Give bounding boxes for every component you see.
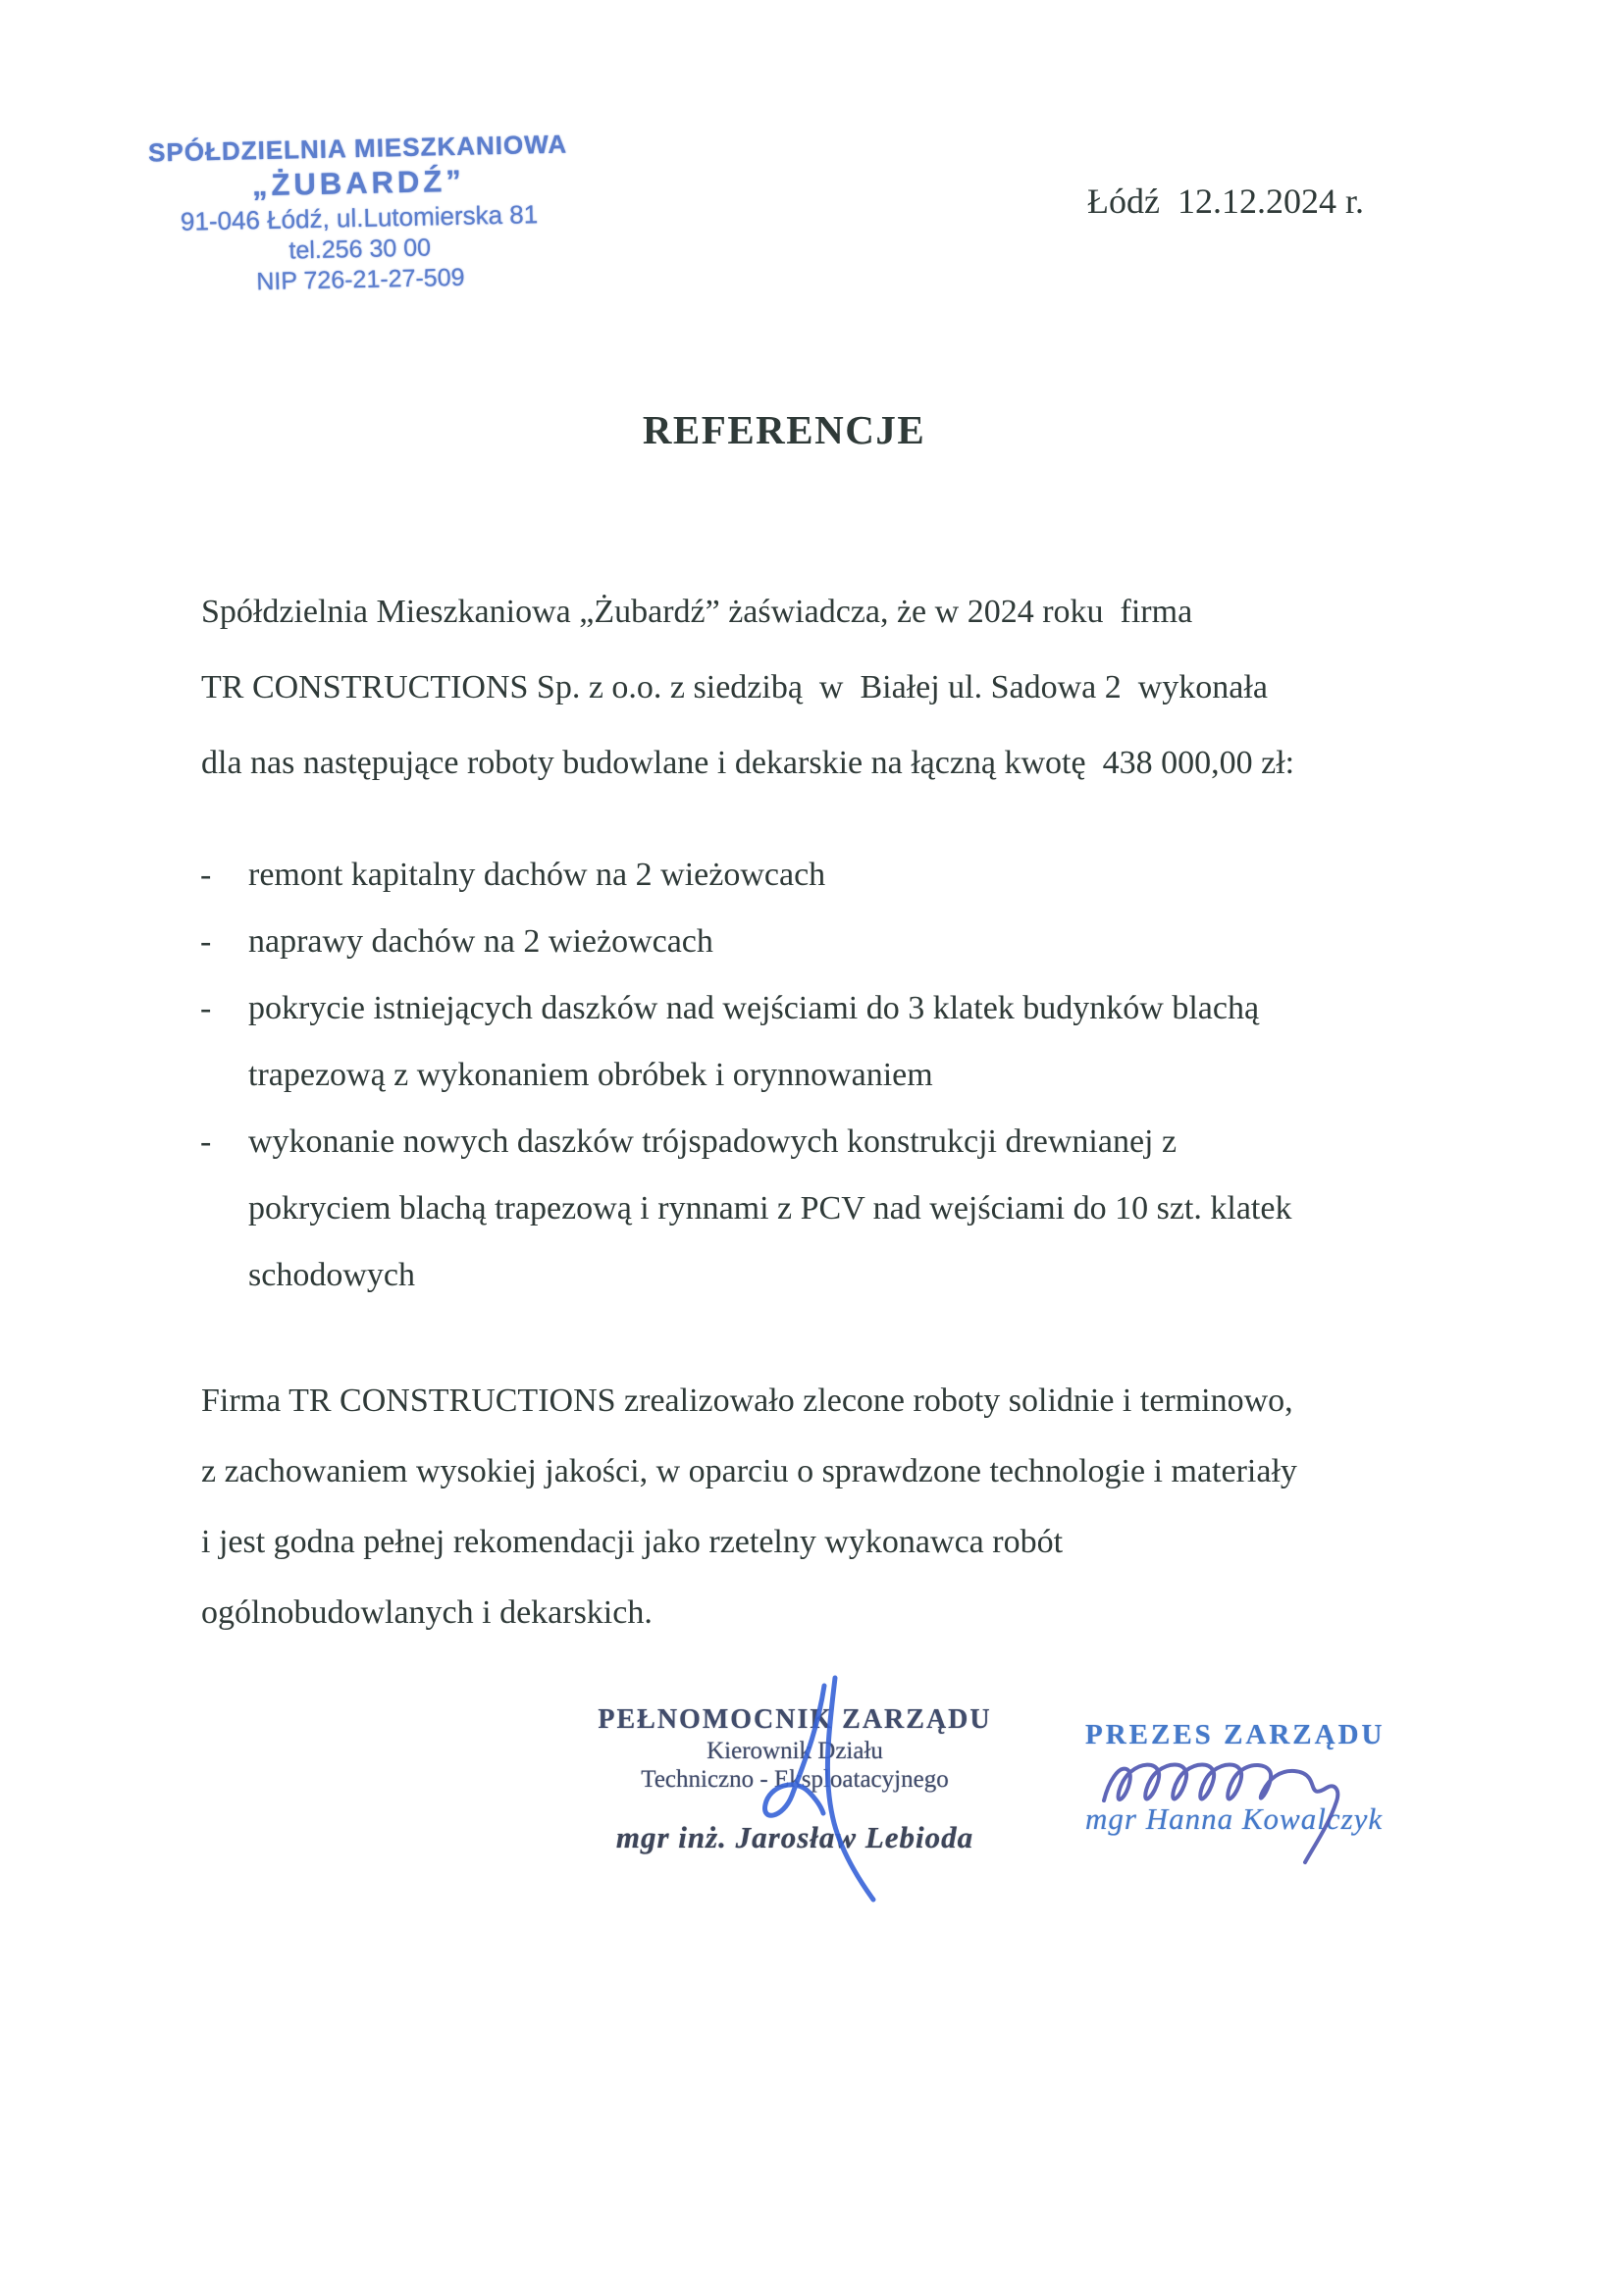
page-title: REFERENCJE [642, 407, 926, 452]
text-line: z zachowaniem wysokiej jakości, w oparciu o sprawdzone technologie i materiały [201, 1453, 1297, 1489]
closing-paragraph [201, 1366, 1515, 1648]
list-dash: - [200, 857, 212, 893]
text-line: Firma TR CONSTRUCTIONS zrealizowało zlecone roboty solidnie i terminowo, [201, 1383, 1293, 1419]
list-item [200, 842, 1515, 909]
text-line: pokrycie istniejących daszków nad wejściami do 3 klatek budynków blachą [248, 990, 1260, 1026]
list-dash: - [200, 990, 212, 1026]
stamp-address: 91-046 Łódź, ul.Lutomierska 81 [180, 199, 539, 236]
signer-role-department: Techniczno - Eksploatacyjnego [641, 1766, 949, 1793]
text-line: schodowych [248, 1257, 415, 1293]
signer-name: mgr Hanna Kowalczyk [1085, 1801, 1384, 1836]
signer-name: mgr inż. Jarosław Lebioda [615, 1820, 974, 1854]
stamp-brand-name: „ŻUBARDŹ” [251, 163, 466, 203]
work-list [200, 842, 1515, 1309]
signer-role-title: PREZES ZARZĄDU [1085, 1719, 1386, 1750]
stamp-company-name: SPÓŁDZIELNIA MIESZKANIOWA [147, 129, 568, 168]
text-line: pokryciem blachą trapezową i rynnami z PCV nad wejściami do 10 szt. klatek [248, 1190, 1292, 1226]
date-line: Łódź 12.12.2024 r. [1087, 182, 1364, 221]
signature-block-left [510, 1703, 1079, 1855]
stamp-nip: NIP 726-21-27-509 [256, 263, 465, 296]
text-line: remont kapitalny dachów na 2 wieżowcach [248, 857, 826, 893]
signature-block-right [1085, 1719, 1439, 1836]
text-line: ogólnobudowlanych i dekarskich. [201, 1594, 653, 1631]
list-dash: - [200, 923, 212, 960]
text-line: Spółdzielnia Mieszkaniowa „Żubardź” żaświadcza, że w 2024 roku firma [201, 594, 1193, 630]
text-line: TR CONSTRUCTIONS Sp. z o.o. z siedzibą w Białej ul. Sadowa 2 wykonała [201, 669, 1268, 705]
text-line: wykonanie nowych daszków trójspadowych konstrukcji drewnianej z [248, 1123, 1178, 1160]
list-item [200, 1109, 1515, 1309]
text-line: naprawy dachów na 2 wieżowcach [248, 923, 713, 960]
list-dash: - [200, 1123, 212, 1160]
list-item [200, 909, 1515, 975]
signer-role-title: PEŁNOMOCNIK ZARZĄDU [598, 1704, 992, 1735]
text-line: trapezową z wykonaniem obróbek i orynnowaniem [248, 1057, 933, 1093]
text-line: i jest godna pełnej rekomendacji jako rzetelny wykonawca robót [201, 1524, 1064, 1560]
intro-paragraph [201, 574, 1505, 801]
stamp-phone: tel.256 30 00 [288, 234, 432, 265]
signer-role-subtitle: Kierownik Działu [707, 1738, 883, 1764]
company-stamp [143, 129, 574, 298]
text-line: dla nas następujące roboty budowlane i dekarskie na łączną kwotę 438 000,00 zł: [201, 745, 1295, 781]
list-item [200, 975, 1515, 1109]
